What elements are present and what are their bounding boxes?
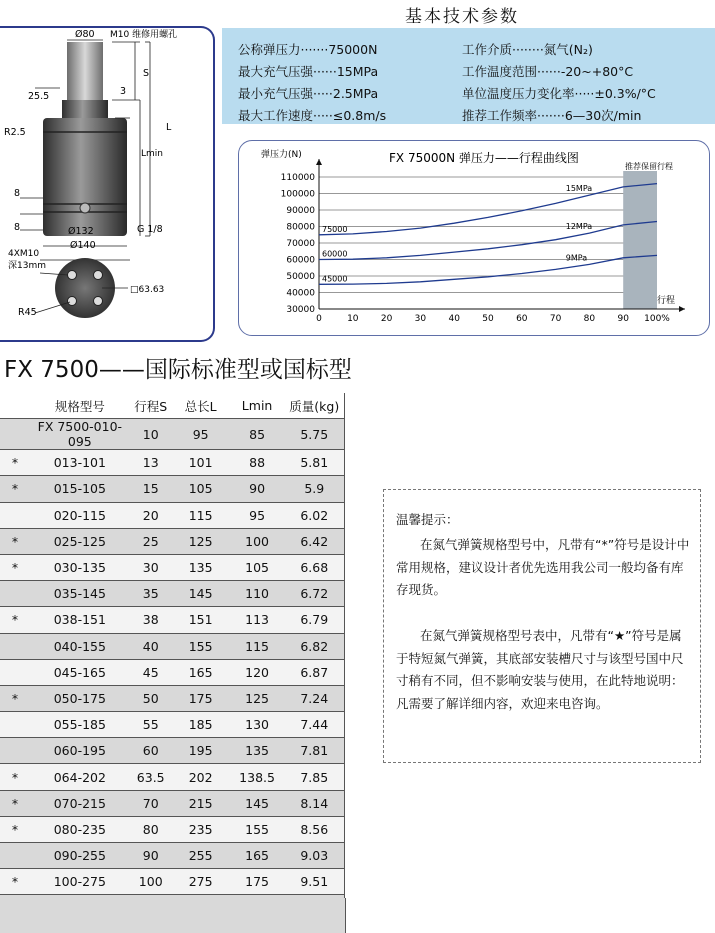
gas-spring-drawing [0, 28, 213, 340]
cell-mass: 7.24 [285, 685, 345, 711]
cell-lmin: 138.5 [230, 764, 285, 790]
cell-stroke: 35 [130, 581, 172, 607]
series-name-label: 15MPa [565, 184, 593, 194]
cell-mark [0, 659, 30, 685]
cell-stroke: 40 [130, 633, 172, 659]
series-name-label: 12MPa [565, 222, 593, 232]
cell-length: 135 [172, 554, 230, 580]
piston-rod [67, 42, 103, 100]
chart-series [319, 184, 657, 285]
header-length: 总长L [172, 393, 230, 419]
label-s: S [143, 68, 150, 79]
label-m10: M10 维修用螺孔 [110, 30, 178, 40]
cell-mark: * [0, 764, 30, 790]
cell-length: 105 [172, 476, 230, 502]
neck [62, 100, 108, 118]
y-tick-label: 70000 [286, 239, 315, 249]
header-mass: 质量(kg) [285, 393, 345, 419]
x-tick-label: 20 [380, 314, 393, 324]
cell-mark: * [0, 528, 30, 554]
cell-stroke: 55 [130, 712, 172, 738]
table-row [0, 476, 345, 502]
y-tick-label: 30000 [286, 305, 315, 315]
y-tick-label: 110000 [280, 173, 315, 183]
label-d140: Ø140 [70, 240, 96, 251]
cell-length: 95 [172, 419, 230, 450]
cell-lmin: 90 [230, 476, 285, 502]
cell-model: 035-145 [30, 581, 130, 607]
cell-mark: * [0, 607, 30, 633]
label-8a: 8 [14, 188, 21, 199]
table-row [0, 712, 345, 738]
cell-lmin: 113 [230, 607, 285, 633]
y-tick-label: 60000 [286, 255, 315, 266]
chart-shade-label: 推荐保留行程 [625, 162, 673, 171]
cell-lmin: 120 [230, 659, 285, 685]
cell-model: FX 7500-010-095 [30, 419, 130, 450]
cell-length: 215 [172, 790, 230, 816]
cell-length: 125 [172, 528, 230, 554]
cell-lmin: 100 [230, 528, 285, 554]
cell-stroke: 90 [130, 843, 172, 869]
cell-stroke: 100 [130, 869, 172, 895]
label-lmin: Lmin [141, 149, 163, 159]
cell-mark: * [0, 554, 30, 580]
label-depth: 深13mm [8, 261, 46, 271]
x-tick-label: 60 [516, 314, 528, 324]
cell-model: 080-235 [30, 816, 130, 842]
cell-length: 185 [172, 712, 230, 738]
label-r2-5: R2.5 [4, 127, 26, 138]
cell-lmin: 175 [230, 869, 285, 895]
cell-mass: 5.75 [285, 419, 345, 450]
cell-lmin: 155 [230, 816, 285, 842]
cell-stroke: 30 [130, 554, 172, 580]
cell-mark [0, 419, 30, 450]
cell-stroke: 13 [130, 450, 172, 476]
spec-temp-range: 工作温度范围······-20~+80°C [462, 64, 634, 79]
cell-mark: * [0, 790, 30, 816]
chart-xlabel: 行程 [657, 296, 676, 306]
cylinder-body [43, 118, 127, 236]
x-tick-label: 90 [617, 314, 629, 324]
cell-model: 013-101 [30, 450, 130, 476]
note-box [383, 489, 701, 763]
cell-mark: * [0, 869, 30, 895]
cell-lmin: 130 [230, 712, 285, 738]
cell-stroke: 15 [130, 476, 172, 502]
cell-length: 145 [172, 581, 230, 607]
cell-lmin: 115 [230, 633, 285, 659]
drawing-frame [0, 26, 215, 342]
cell-mark: * [0, 450, 30, 476]
table-row [0, 659, 345, 685]
header-stroke: 行程S [130, 393, 172, 419]
table-row [0, 816, 345, 842]
cell-stroke: 38 [130, 607, 172, 633]
cell-stroke: 45 [130, 659, 172, 685]
table-row [0, 607, 345, 633]
cell-mass: 6.72 [285, 581, 345, 607]
series-start-label: 75000 [322, 224, 348, 234]
table-row [0, 764, 345, 790]
cell-model: 040-155 [30, 633, 130, 659]
table-row [0, 738, 345, 764]
cell-length: 195 [172, 738, 230, 764]
cell-length: 115 [172, 502, 230, 528]
note-paragraph-1: 在氮气弹簧规格型号中，凡带有“*”符号是设计中常用规格，建议设计者优先选用我公司一般均备有库存现货。 [396, 537, 690, 597]
label-sq: □63.63 [130, 285, 165, 295]
table-row [0, 554, 345, 580]
cell-model: 064-202 [30, 764, 130, 790]
cell-model: 045-165 [30, 659, 130, 685]
spec-title: 基本技术参数 [405, 7, 519, 27]
cell-model: 038-151 [30, 607, 130, 633]
chart-title: FX 75000N 弹压力——行程曲线图 [389, 151, 579, 165]
spec-frequency: 推荐工作频率·······6—30次/min [462, 108, 642, 123]
cell-stroke: 10 [130, 419, 172, 450]
x-tick-label: 0 [316, 314, 322, 324]
label-d80: Ø80 [75, 29, 95, 40]
spec-temp-coeff: 单位温度压力变化率·····±0.3%/°C [462, 86, 656, 101]
chart-frame [238, 140, 710, 336]
cell-length: 101 [172, 450, 230, 476]
cell-mass: 5.81 [285, 450, 345, 476]
cell-model: 030-135 [30, 554, 130, 580]
cell-mass: 6.42 [285, 528, 345, 554]
header-model: 规格型号 [30, 393, 130, 419]
cell-mass: 6.02 [285, 502, 345, 528]
table-row [0, 419, 345, 450]
y-axis-arrow [316, 159, 322, 165]
spec-max-speed: 最大工作速度·····≤0.8m/s [238, 108, 387, 123]
cell-model: 100-275 [30, 869, 130, 895]
table-row [0, 843, 345, 869]
label-4xm10: 4XM10 [8, 249, 40, 259]
cell-lmin: 85 [230, 419, 285, 450]
cell-lmin: 135 [230, 738, 285, 764]
label-g18: G 1/8 [137, 224, 163, 235]
table-row [0, 869, 345, 895]
cell-stroke: 70 [130, 790, 172, 816]
cell-lmin: 125 [230, 685, 285, 711]
label-r45: R45 [18, 307, 37, 318]
table-row [0, 790, 345, 816]
label-3: 3 [120, 86, 127, 97]
section-title: FX 7500——国际标准型或国标型 [4, 357, 352, 383]
cell-mark [0, 843, 30, 869]
cell-model: 050-175 [30, 685, 130, 711]
cell-mass: 7.44 [285, 712, 345, 738]
cell-mass: 6.82 [285, 633, 345, 659]
cell-stroke: 50 [130, 685, 172, 711]
cell-mark [0, 712, 30, 738]
cell-lmin: 95 [230, 502, 285, 528]
spec-max-pressure: 最大充气压强······15MPa [238, 64, 379, 79]
cell-mark [0, 581, 30, 607]
spec-box [222, 28, 715, 124]
table-footer-fill [0, 898, 346, 933]
cell-model: 025-125 [30, 528, 130, 554]
cell-mass: 9.03 [285, 843, 345, 869]
cell-length: 275 [172, 869, 230, 895]
spec-table [0, 393, 345, 922]
series-name-label: 9MPa [565, 253, 588, 263]
header-star [0, 393, 30, 419]
cell-mark [0, 738, 30, 764]
cell-length: 175 [172, 685, 230, 711]
spec-nominal-force: 公称弹压力·······75000N [238, 42, 378, 57]
x-tick-label: 100% [644, 314, 670, 324]
cell-lmin: 145 [230, 790, 285, 816]
label-25-5: 25.5 [28, 91, 50, 102]
cell-mark [0, 502, 30, 528]
cell-mark: * [0, 816, 30, 842]
table-row [0, 581, 345, 607]
series-start-label: 45000 [322, 274, 348, 284]
x-tick-label: 40 [448, 314, 460, 324]
cell-mass: 6.79 [285, 607, 345, 633]
cell-mass: 7.85 [285, 764, 345, 790]
cell-length: 202 [172, 764, 230, 790]
y-tick-label: 50000 [286, 272, 315, 282]
cell-stroke: 63.5 [130, 764, 172, 790]
cell-lmin: 165 [230, 843, 285, 869]
cell-model: 015-105 [30, 476, 130, 502]
cell-stroke: 20 [130, 502, 172, 528]
table-row [0, 450, 345, 476]
x-tick-label: 10 [347, 314, 359, 324]
x-tick-label: 30 [414, 314, 427, 324]
cell-mass: 7.81 [285, 738, 345, 764]
cell-model: 055-185 [30, 712, 130, 738]
cell-mark: * [0, 476, 30, 502]
spec-medium: 工作介质········氮气(N₂) [462, 42, 593, 57]
shaded-region [623, 171, 657, 309]
cell-length: 151 [172, 607, 230, 633]
x-axis-arrow [679, 306, 685, 312]
series-start-label: 60000 [322, 249, 348, 259]
cell-mark [0, 633, 30, 659]
table-header-row [0, 393, 345, 419]
series-line-15MPa [319, 184, 657, 235]
y-tick-label: 40000 [286, 288, 315, 299]
label-8b: 8 [14, 222, 21, 233]
cell-lmin: 110 [230, 581, 285, 607]
label-l: L [166, 122, 172, 133]
header-lmin: Lmin [230, 393, 285, 419]
cell-stroke: 25 [130, 528, 172, 554]
cell-mass: 6.68 [285, 554, 345, 580]
label-d132: Ø132 [68, 226, 94, 237]
note-paragraph-2: 在氮气弹簧规格型号表中，凡带有“★”符号是属于特短氮气弹簧，其底部安装槽尺寸与该型号国中尺寸稍有不同，但不影响安装与使用，在此特地说明：凡需要了解详细内容，欢迎来电咨询。 [396, 628, 684, 711]
x-tick-label: 50 [482, 314, 494, 324]
cell-stroke: 80 [130, 816, 172, 842]
cell-mass: 9.51 [285, 869, 345, 895]
x-tick-label: 80 [583, 314, 596, 324]
cell-mass: 8.14 [285, 790, 345, 816]
cell-model: 070-215 [30, 790, 130, 816]
cell-mass: 8.56 [285, 816, 345, 842]
cell-lmin: 88 [230, 450, 285, 476]
valve-port [80, 203, 90, 213]
table-row [0, 685, 345, 711]
chart-grid [319, 177, 657, 309]
x-tick-label: 70 [549, 314, 562, 324]
table-row [0, 633, 345, 659]
y-tick-label: 80000 [286, 222, 315, 233]
series-line-12MPa [319, 222, 657, 263]
cell-model: 020-115 [30, 502, 130, 528]
note-title: 温馨提示： [396, 512, 459, 527]
cell-length: 165 [172, 659, 230, 685]
cell-mark: * [0, 685, 30, 711]
cell-mass: 6.87 [285, 659, 345, 685]
cell-mass: 5.9 [285, 476, 345, 502]
cell-lmin: 105 [230, 554, 285, 580]
spec-min-pressure: 最小充气压强·····2.5MPa [238, 86, 379, 101]
force-stroke-chart [239, 141, 709, 335]
cell-length: 255 [172, 843, 230, 869]
table-row [0, 528, 345, 554]
table-row [0, 502, 345, 528]
cell-stroke: 60 [130, 738, 172, 764]
cell-length: 235 [172, 816, 230, 842]
chart-ylabel: 弹压力(N) [261, 150, 302, 160]
cell-model: 060-195 [30, 738, 130, 764]
y-tick-label: 90000 [286, 206, 315, 216]
cell-length: 155 [172, 633, 230, 659]
y-tick-label: 100000 [280, 189, 315, 200]
cell-model: 090-255 [30, 843, 130, 869]
chart-shade [623, 171, 657, 309]
